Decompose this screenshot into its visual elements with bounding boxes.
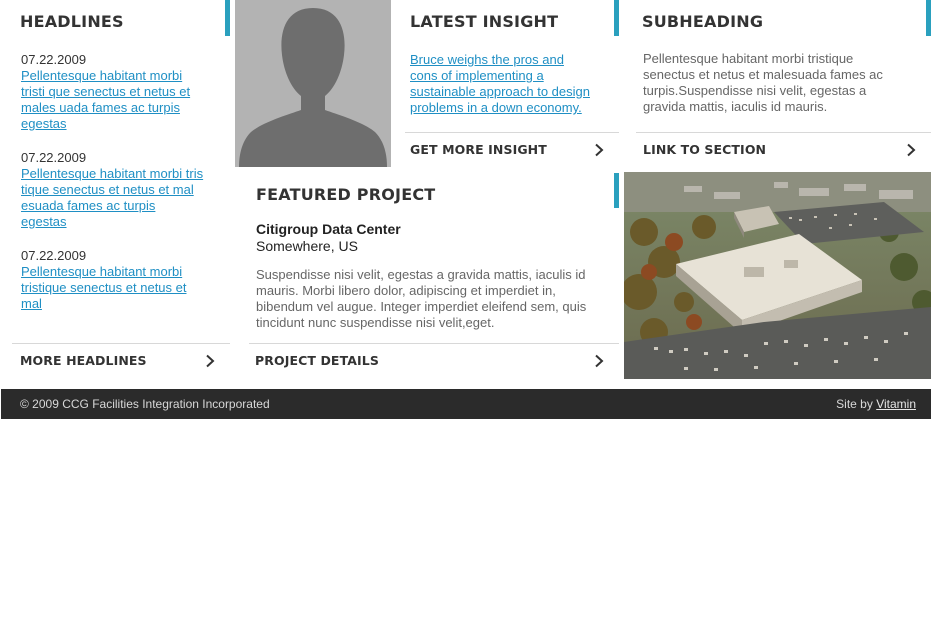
headline-link[interactable] <box>21 166 226 230</box>
link-to-section-label: LINK TO SECTION <box>643 142 767 157</box>
headline-date: 07.22.2009 <box>21 248 87 263</box>
project-description <box>256 267 606 331</box>
person-silhouette-icon <box>235 0 391 167</box>
get-more-insight-button[interactable] <box>405 132 619 166</box>
aerial-photo-image <box>624 172 931 379</box>
project-details-label: PROJECT DETAILS <box>255 353 379 368</box>
footer-credit <box>836 397 916 411</box>
link-to-section-button[interactable] <box>636 132 931 166</box>
headlines-list <box>21 52 226 312</box>
headline-link-line[interactable]: tique senectus et netus et mal <box>21 182 194 197</box>
headline-link-line[interactable]: egestas <box>21 214 67 229</box>
subheading-text-line: turpis.Suspendisse nisi velit, egestas a <box>643 83 867 98</box>
headline-date: 07.22.2009 <box>21 150 87 165</box>
project-description-line: Suspendisse nisi velit, egestas a gravida mattis, iaculis id <box>256 267 586 282</box>
featured-title: FEATURED PROJECT <box>256 185 436 204</box>
headline-link[interactable] <box>21 264 226 312</box>
project-details-button[interactable] <box>249 343 619 377</box>
headline-link-line[interactable]: mal <box>21 296 42 311</box>
aerial-photo[interactable] <box>624 172 931 379</box>
insight-link-line[interactable]: sustainable approach to design <box>410 84 590 99</box>
more-headlines-button[interactable] <box>12 343 230 377</box>
headline-item <box>21 248 226 312</box>
chevron-right-icon <box>593 354 605 368</box>
insight-link-line[interactable]: problems in a down economy. <box>410 100 582 115</box>
headline-link[interactable] <box>21 68 226 132</box>
footer-copyright: © 2009 CCG Facilities Integration Incorporated <box>20 397 270 411</box>
featured-accent-bar <box>614 173 619 208</box>
insight-link[interactable] <box>410 52 615 116</box>
headline-date: 07.22.2009 <box>21 52 87 67</box>
footer <box>1 389 931 419</box>
subheading-title: SUBHEADING <box>642 12 764 31</box>
insight-link-line[interactable]: cons of implementing a <box>410 68 544 83</box>
headline-link-line[interactable]: males uada fames ac turpis <box>21 100 180 115</box>
insight-title: LATEST INSIGHT <box>410 12 559 31</box>
headline-link-line[interactable]: Pellentesque habitant morbi tris <box>21 166 204 181</box>
footer-site-by: Site by <box>836 397 873 411</box>
get-more-insight-label: GET MORE INSIGHT <box>410 142 547 157</box>
subheading-text <box>643 51 923 115</box>
chevron-right-icon <box>905 143 917 157</box>
footer-vitamin-link[interactable]: Vitamin <box>876 397 916 411</box>
headline-link-line[interactable]: Pellentesque habitant morbi <box>21 68 183 83</box>
headlines-title: HEADLINES <box>20 12 124 31</box>
insight-accent-bar <box>614 0 619 36</box>
avatar <box>235 0 391 167</box>
chevron-right-icon <box>204 354 216 368</box>
subheading-text-line: gravida mattis, iaculis id mauris. <box>643 99 828 114</box>
headline-link-line[interactable]: egestas <box>21 116 67 131</box>
project-location: Somewhere, US <box>256 238 358 254</box>
project-description-line: mauris. Morbi libero dolor, adipiscing et imperdiet in, <box>256 283 556 298</box>
headlines-accent-bar <box>225 0 230 36</box>
subheading-text-line: senectus et netus et malesuada fames ac <box>643 67 883 82</box>
project-description-line: tincidunt nunc suspendisse nisi velit,eget. <box>256 315 495 330</box>
project-description-line: bibendum vel augue. Integer imperdiet eleifend sem, quis <box>256 299 587 314</box>
insight-link-line[interactable]: Bruce weighs the pros and <box>410 52 564 67</box>
headline-link-line[interactable]: Pellentesque habitant morbi <box>21 264 183 279</box>
headline-link-line[interactable]: tristi que senectus et netus et <box>21 84 191 99</box>
headline-link-line[interactable]: tristique senectus et netus et <box>21 280 187 295</box>
more-headlines-label: MORE HEADLINES <box>20 353 147 368</box>
subheading-accent-bar <box>926 0 931 36</box>
subheading-text-line: Pellentesque habitant morbi tristique <box>643 51 854 66</box>
headline-item <box>21 150 226 230</box>
project-name: Citigroup Data Center <box>256 221 401 237</box>
headline-item <box>21 52 226 132</box>
headline-link-line[interactable]: esuada fames ac turpis <box>21 198 156 213</box>
chevron-right-icon <box>593 143 605 157</box>
